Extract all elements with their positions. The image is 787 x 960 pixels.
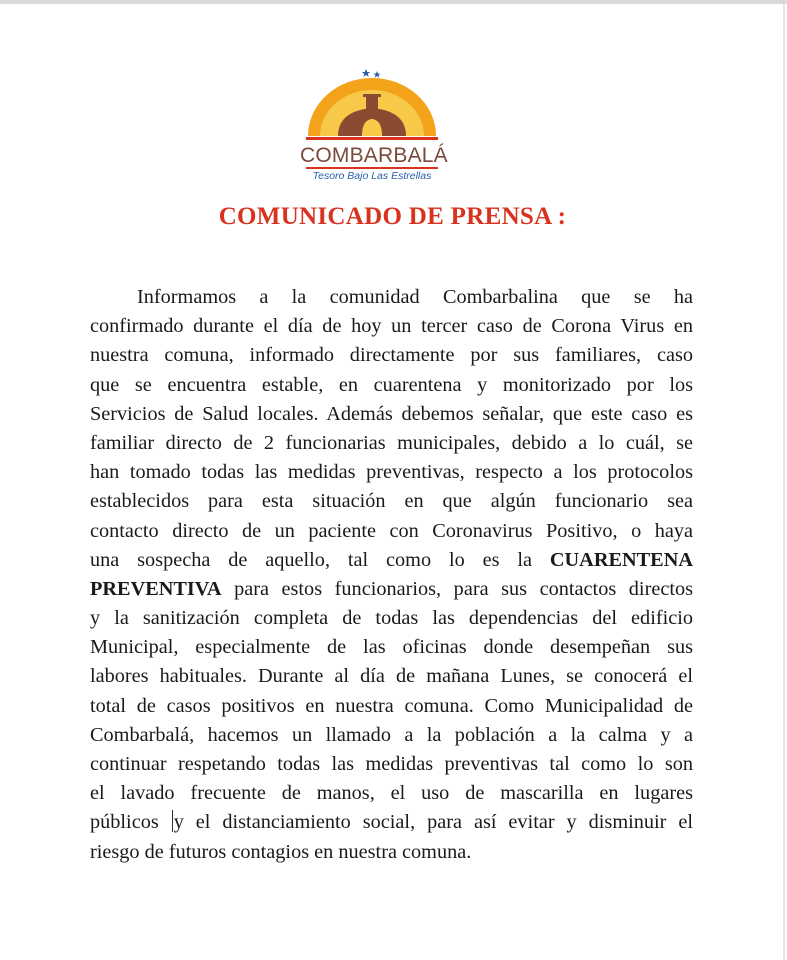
body-text-segment: públicos <box>90 811 159 834</box>
logo-emblem-icon <box>300 66 450 148</box>
press-release-title: COMUNICADO DE PRENSA : <box>218 203 567 230</box>
press-release-page <box>0 4 785 960</box>
combarbala-logo <box>300 66 450 186</box>
body-line-with-bold <box>90 575 693 604</box>
body-line-with-bold <box>90 546 693 575</box>
bold-cuarentena: CUARENTENA <box>549 548 693 571</box>
body-line: nuestra comuna, informado directamente por sus familiares, caso <box>90 344 693 367</box>
body-line: total de casos positivos en nuestra comuna. Como Municipalidad de <box>90 694 693 717</box>
body-line: el lavado frecuente de manos, el uso de mascarilla en lugares <box>90 782 693 805</box>
body-line-with-cursor <box>90 808 693 837</box>
body-text-segment: y el distanciamiento social, para así evitar y disminuir el <box>173 811 693 834</box>
body-line: Combarbalá, hacemos un llamado a la población a la calma y a <box>90 723 693 746</box>
body-line: contacto directo de un paciente con Coronavirus Positivo, o haya <box>90 519 693 542</box>
body-text-segment: para estos funcionarios, para sus contactos directos <box>234 577 693 600</box>
body-line: han tomado todas las medidas preventivas, respecto a los protocolos <box>90 461 693 484</box>
body-line: y la sanitización completa de todas las dependencias del edificio <box>90 607 693 630</box>
body-line-last: riesgo de futuros contagios en nuestra comuna. <box>90 840 472 863</box>
body-line: Municipal, especialmente de las oficinas donde desempeñan sus <box>90 636 693 659</box>
body-line: Informamos a la comunidad Combarbalina que se ha <box>137 286 693 308</box>
body-line: continuar respetando todas las medidas preventivas tal como lo son <box>90 753 693 775</box>
bold-preventiva: PREVENTIVA <box>90 577 222 600</box>
body-line: establecidos para esta situación en que algún funcionario sea <box>90 490 693 513</box>
press-release-body <box>90 283 693 867</box>
logo-wordmark: COMBARBALÁ <box>300 144 448 167</box>
logo-tagline: Tesoro Bajo Las Estrellas <box>312 170 432 182</box>
body-line: confirmado durante el día de hoy un tercer caso de Corona Virus en <box>90 315 693 338</box>
body-text-segment: una sospecha de aquello, tal como lo es la <box>90 548 533 571</box>
body-line: que se encuentra estable, en cuarentena y monitorizado por los <box>90 373 693 396</box>
body-line: familiar directo de 2 funcionarias municipales, debido a lo cuál, se <box>90 431 693 454</box>
body-line: Servicios de Salud locales. Además debemos señalar, que este caso es <box>90 402 693 425</box>
body-line: labores habituales. Durante al día de mañana Lunes, se conocerá el <box>90 665 693 688</box>
text-cursor-icon <box>172 810 173 832</box>
